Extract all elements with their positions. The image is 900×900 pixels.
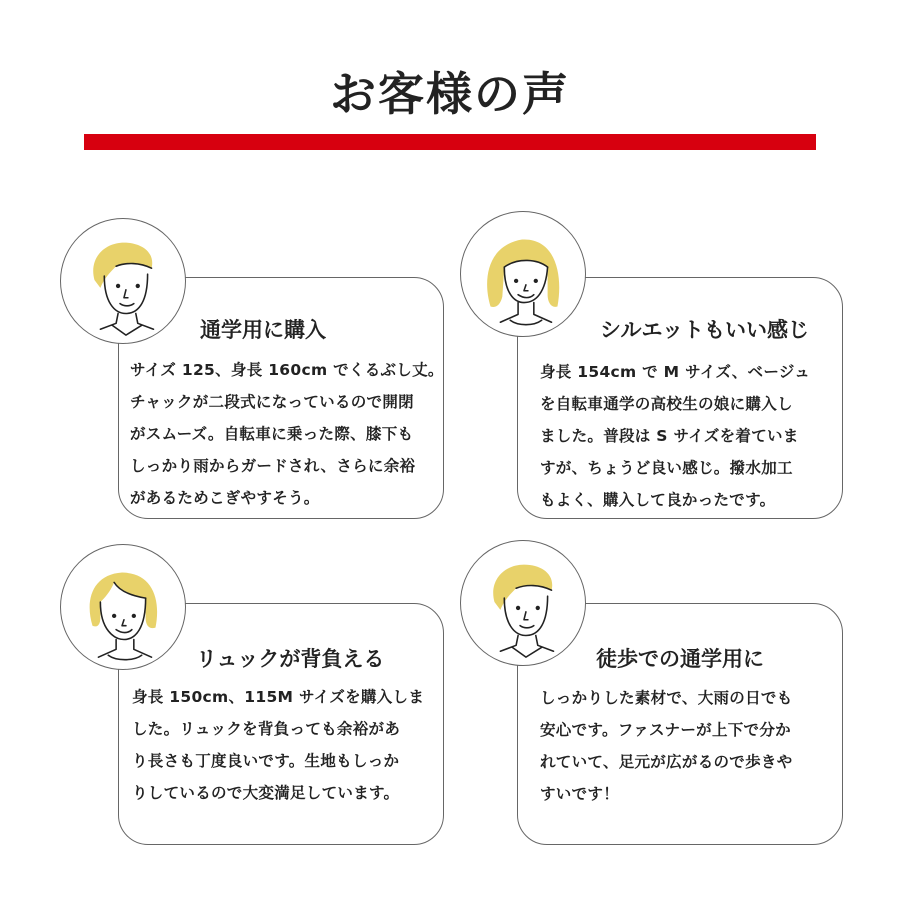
testimonial-text: 身長 154cm で M サイズ、ベージュ を自転車通学の高校生の娘に購入し ました。普段は S サイズを着ていま すが、ちょうど良い感じ。撥水加工 もよく、購入して良かったです。: [540, 363, 811, 509]
avatar: [60, 218, 186, 344]
short-hair-person-icon: [61, 219, 185, 343]
testimonial-title: 通学用に購入: [200, 318, 326, 342]
testimonial-title: シルエットもいい感じ: [600, 318, 810, 342]
testimonial-title: リュックが背負える: [196, 647, 385, 671]
page-title: お客様の声: [330, 67, 570, 121]
testimonial-text: しっかりした素材で、大雨の日でも 安心です。ファスナーが上下で分か れていて、足元が広がるので歩きや すいです！: [540, 689, 793, 803]
avatar: [460, 211, 586, 337]
avatar: [60, 544, 186, 670]
bob-hair-person-icon: [61, 545, 185, 669]
avatar: [460, 540, 586, 666]
accent-bar: [84, 134, 816, 150]
testimonial-title: 徒歩での通学用に: [596, 647, 764, 671]
short-hair-person-icon: [461, 541, 585, 665]
long-hair-person-icon: [461, 212, 585, 336]
testimonial-text: 身長 150cm、115M サイズを購入しま した。リュックを背負っても余裕があ り長さも丁度良いです。生地もしっか りしているので大変満足しています。: [132, 688, 425, 802]
testimonial-text: サイズ 125、身長 160cm でくるぶし丈。 チャックが二段式になっているので開閉 がスムーズ。自転車に乗った際、膝下も しっかり雨からガードされ、さらに余裕 があるためこぎやすそう。: [130, 361, 444, 507]
